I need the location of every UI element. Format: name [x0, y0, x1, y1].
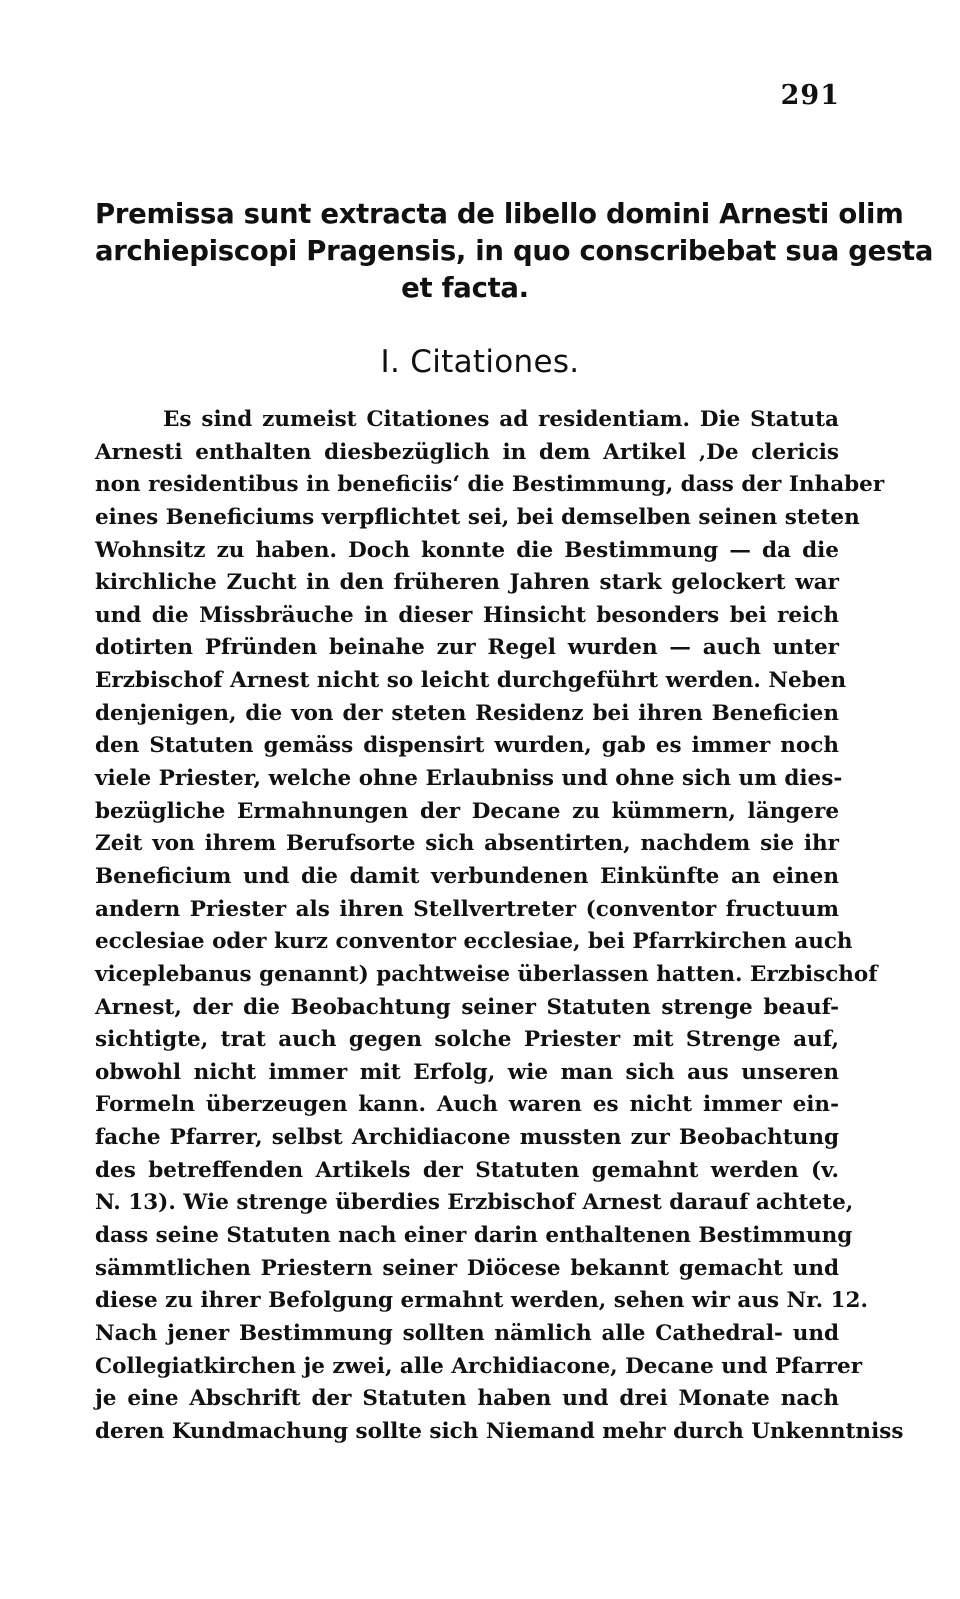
- body-line: obwohl nicht immer mit Erfolg, wie man sich aus unseren: [95, 1059, 839, 1085]
- heading-line: archiepiscopi Pragensis, in quo conscribebat sua gesta: [95, 235, 934, 267]
- body-line: Beneficium und die damit verbundenen Einkünfte an einen: [95, 863, 839, 889]
- body-line: dotirten Pfründen beinahe zur Regel wurden — auch unter: [95, 635, 839, 661]
- body-line: viceplebanus genannt) pachtweise überlassen hatten. Erzbischof: [95, 961, 878, 987]
- body-line: Wohnsitz zu haben. Doch konnte die Bestimmung — da die: [95, 537, 839, 563]
- heading-line: Premissa sunt extracta de libello domini Arnesti olim: [95, 198, 904, 230]
- document-heading: [95, 196, 934, 307]
- heading-line: et facta.: [401, 272, 529, 304]
- body-line: Arnesti enthalten diesbezüglich in dem Artikel ‚De clericis: [95, 439, 839, 465]
- body-line: kirchliche Zucht in den früheren Jahren stark gelockert war: [95, 570, 839, 596]
- body-line: und die Missbräuche in dieser Hinsicht besonders bei reich: [95, 602, 839, 628]
- body-line: bezügliche Ermahnungen der Decane zu kümmern, längere: [95, 798, 839, 824]
- body-line: deren Kundmachung sollte sich Niemand mehr durch Unkenntniss: [95, 1418, 904, 1444]
- body-line: sämmtlichen Priestern seiner Diöcese bekannt gemacht und: [95, 1255, 839, 1281]
- body-line: viele Priester, welche ohne Erlaubniss und ohne sich um dies-: [95, 766, 843, 792]
- body-line: fache Pfarrer, selbst Archidiacone mussten zur Beobachtung: [95, 1125, 839, 1151]
- body-line: des betreffenden Artikels der Statuten gemahnt werden (v.: [95, 1157, 839, 1183]
- body-line: diese zu ihrer Befolgung ermahnt werden, sehen wir aus Nr. 12.: [95, 1288, 868, 1314]
- body-line: Formeln überzeugen kann. Auch waren es nicht immer ein-: [95, 1092, 839, 1118]
- body-line: Nach jener Bestimmung sollten nämlich alle Cathedral- und: [95, 1320, 839, 1346]
- body-line: Zeit von ihrem Berufsorte sich absentirten, nachdem sie ihr: [95, 831, 839, 857]
- section-title: I. Citationes.: [380, 344, 580, 380]
- body-line: Collegiatkirchen je zwei, alle Archidiacone, Decane und Pfarrer: [95, 1353, 863, 1379]
- body-line: sichtigte, trat auch gegen solche Priester mit Strenge auf,: [95, 1027, 839, 1053]
- body-line: je eine Abschrift der Statuten haben und drei Monate nach: [95, 1386, 839, 1412]
- body-line: dass seine Statuten nach einer darin enthaltenen Bestimmung: [95, 1223, 853, 1249]
- body-line: andern Priester als ihren Stellvertreter (conventor fructuum: [95, 896, 839, 922]
- body-line: ecclesiae oder kurz conventor ecclesiae, bei Pfarrkirchen auch: [95, 929, 853, 955]
- body-line: Es sind zumeist Citationes ad residentiam. Die Statuta: [163, 407, 839, 432]
- body-paragraph: [95, 404, 904, 1449]
- body-line: denjenigen, die von der steten Residenz bei ihren Beneficien: [95, 700, 839, 726]
- body-line: non residentibus in beneficiis‘ die Bestimmung, dass der Inhaber: [95, 472, 885, 498]
- body-line: N. 13). Wie strenge überdies Erzbischof Arnest darauf achtete,: [95, 1190, 854, 1216]
- body-line: eines Beneficiums verpflichtet sei, bei demselben seinen steten: [95, 504, 860, 530]
- body-line: Arnest, der die Beobachtung seiner Statuten strenge beauf-: [95, 994, 839, 1020]
- body-line: Erzbischof Arnest nicht so leicht durchgeführt werden. Neben: [95, 668, 847, 694]
- page-number: 291: [780, 80, 840, 111]
- body-line: den Statuten gemäss dispensirt wurden, gab es immer noch: [95, 733, 839, 759]
